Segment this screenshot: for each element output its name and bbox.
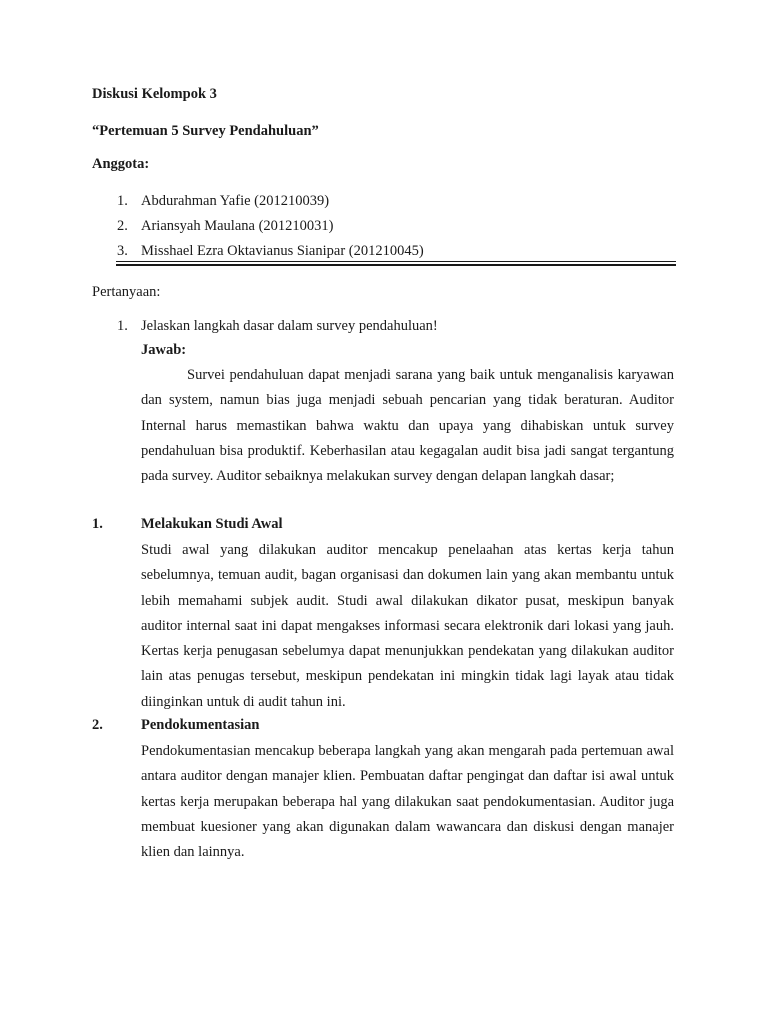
step-number: 2. [92,717,103,733]
members-heading: Anggota: [92,156,150,172]
question-heading: Pertanyaan: [92,284,161,300]
member-name: Abdurahman Yafie (201210039) [141,193,330,209]
step-paragraph: Studi awal yang dilakukan auditor mencakup penelaahan atas kertas kerja tahun sebelumnya, temuan audit, bagan organisasi dan dokumen lain yang akan membantu untuk lebih memahami subjek audit. Studi awal dilakukan dikator pusat, meskipun banyak auditor internal saat ini dapat mengakses informasi secara elektronik dari lokasi yang jauh. Kertas kerja penugasan sebelumya dapat menunjukkan pendekatan yang dilakukan auditor lain atas penugas tersebut, meskipun pendekatan ini mingkin tidak lagi layak atau tidak diinginkan untuk di audit tahun ini. [141,542,674,710]
question-text: Jelaskan langkah dasar dalam survey pendahuluan! [141,318,438,334]
divider-line-bottom [116,264,676,266]
answer-label: Jawab: [141,342,187,358]
document-title: Diskusi Kelompok 3 [92,86,217,102]
member-number: 1. [117,193,128,209]
question-number: 1. [117,318,128,334]
answer-paragraph: Survei pendahuluan dapat menjadi sarana yang baik untuk menganalisis karyawan dan system, namun bias juga menjadi sebuah pencarian yang tidak beraturan. Auditor Internal harus memastikan bahwa waktu dan upaya yang dihabiskan untuk survey pendahuluan bisa produktif. Keberhasilan atau kegagalan audit bisa jadi sangat tergantung pada survey. Auditor sebaiknya melakukan survey dengan delapan langkah dasar; [141,367,674,485]
member-number: 3. [117,243,128,259]
divider-line-top [116,261,676,262]
member-name: Ariansyah Maulana (201210031) [141,218,334,234]
step-title: Melakukan Studi Awal [141,516,283,532]
member-name: Misshael Ezra Oktavianus Sianipar (201210045) [141,243,424,259]
step-paragraph: Pendokumentasian mencakup beberapa langkah yang akan mengarah pada pertemuan awal antara auditor dengan manajer klien. Pembuatan daftar pengingat dan daftar isi awal untuk kertas kerja merupakan beberapa hal yang dilakukan saat pendokumentasian. Auditor juga membuat kuesioner yang akan digunakan dalam wawancara dan diskusi dengan manajer klien dan lainnya. [141,743,674,861]
document-subtitle: “Pertemuan 5 Survey Pendahuluan” [92,123,319,139]
step-title: Pendokumentasian [141,717,260,733]
member-number: 2. [117,218,128,234]
step-number: 1. [92,516,103,532]
